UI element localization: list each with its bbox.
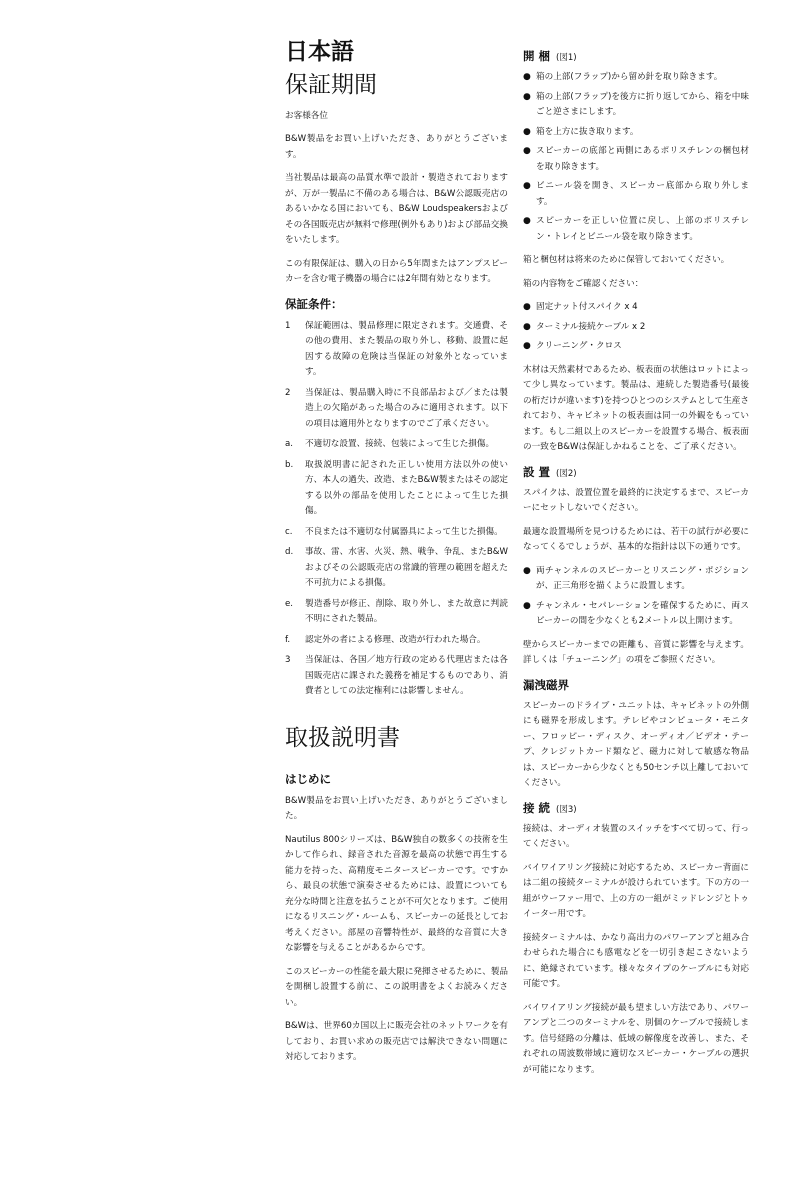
connect-heading bbox=[523, 800, 749, 816]
intro-paragraph-3: このスピーカーの性能を最大限に発揮させるために、製品を開梱し設置する前に、この説明書をよくお読みください。 bbox=[285, 966, 508, 1008]
intro-paragraph-4: B&Wは、世界60カ国以上に販売会社のネットワークを有しており、お買い求めの販売店では解決できない問題に対応しております。 bbox=[285, 1021, 508, 1063]
contents-list bbox=[523, 300, 749, 355]
list-item: ● 固定ナット付スパイク x 4 bbox=[523, 300, 749, 316]
list-item: ● 箱の上部(フラップ)を後方に折り返してから、箱を中味ごと逆さまにします。 bbox=[523, 90, 749, 121]
conditions-title: 保証条件： bbox=[285, 296, 343, 311]
contents-check: 箱の内容物をご確認ください： bbox=[523, 278, 644, 289]
condition-mark: 1 bbox=[285, 320, 291, 331]
list-item: ● スピーカーを正しい位置に戻し、上部のポリスチレン・トレイとビニール袋を取り除きます。 bbox=[523, 214, 749, 245]
warranty-title: 保証期間 bbox=[285, 72, 377, 99]
bullet-icon: ● bbox=[523, 91, 531, 102]
intro-title: はじめに bbox=[285, 771, 331, 786]
connect-paragraph-3: 接続ターミナルは、かなり高出力のパワーアンプと組み合わせられた場合にも感電などを一切引き起こさないように、絶縁されています。様々なタイプのケーブルにも対応可能です。 bbox=[523, 932, 749, 989]
intro-paragraph-2: Nautilus 800シリーズは、B&W独自の数多くの技術を生かして作られ、録音された音源を最高の状態で再生する能力を持った、高精度モニタースピーカーです。ですから、最良の状態で演奏させるためには、設置についても充分な時間と注意を払うことが不可欠となります。ご使用になるリスニング・ルームも、スピーカーの延長としてお考えください。部屋の音響特性が、最終的な音質に大きな影響を与えることがあるからです。 bbox=[285, 834, 508, 954]
magnetic-text: スピーカーのドライブ・ユニットは、キャビネットの外側にも磁界を形成します。テレビやコンピュータ・モニター、フロッピー・ディスク、オーディオ／ビデオ・テープ、クレジットカード類など、磁力に対して敏感な物品は、スピーカーから少なくとも50センチ以上離しておいてください。 bbox=[523, 700, 749, 788]
condition-mark: c. bbox=[285, 526, 293, 537]
placement-title: 設 置 bbox=[523, 464, 551, 479]
condition-mark: b. bbox=[285, 459, 294, 470]
bullet-icon: ● bbox=[523, 321, 531, 332]
connect-paragraph-2: バイワイアリング接続に対応するため、スピーカー背面には二組の接続ターミナルが設けられています。下の方の一組がウーファー用で、上の方の一組がミッドレンジとトゥイーター用です。 bbox=[523, 862, 749, 919]
list-item: ● スピーカーの底部と両側にあるポリスチレンの梱包材を取り除きます。 bbox=[523, 144, 749, 175]
placement-heading bbox=[523, 464, 749, 480]
bullet-icon: ● bbox=[523, 341, 531, 351]
bullet-icon: ● bbox=[523, 126, 531, 137]
condition-mark: e. bbox=[285, 598, 294, 609]
placement-paragraph-1: スパイクは、設置位置を最終的に決定するまで、スピーカーにセットしないでください。 bbox=[523, 487, 749, 513]
conditions-list bbox=[285, 319, 508, 700]
condition-text: 不適切な設置、接続、包装によって生じた損傷。 bbox=[305, 439, 495, 450]
list-item: ● クリーニング・クロス bbox=[523, 339, 749, 355]
warranty-paragraph-3: この有限保証は、購入の日から5年間またはアンプスピーカーを含む電子機器の場合には2年間有効となります。 bbox=[285, 258, 508, 285]
condition-mark: 2 bbox=[285, 387, 291, 398]
magnetic-title: 漏洩磁界 bbox=[523, 677, 569, 692]
condition-item bbox=[285, 597, 508, 628]
intro-paragraph-1: B&W製品をお買い上げいただき、ありがとうございました。 bbox=[285, 795, 508, 822]
warranty-paragraph-1: B&W製品をお買い上げいただき、ありがとうございます。 bbox=[285, 134, 508, 160]
salutation: お客様各位 bbox=[285, 110, 328, 121]
placement-points bbox=[523, 564, 749, 630]
unpacking-heading bbox=[523, 48, 749, 64]
list-item: ● ターミナル接続ケーブル x 2 bbox=[523, 320, 749, 336]
right-column bbox=[523, 40, 749, 1086]
bullet-icon: ● bbox=[523, 146, 531, 156]
placement-paragraph-3: 壁からスピーカーまでの距離も、音質に影響を与えます。詳しくは「チューニング」の項をご参照ください。 bbox=[523, 639, 749, 665]
bullet-icon: ● bbox=[523, 181, 531, 191]
list-item: ● チャンネル・セパレーションを確保するために、両スピーカーの間を少なくとも2メートル以上開けます。 bbox=[523, 599, 749, 630]
list-item: ● ビニール袋を開き、スピーカー底部から取り外します。 bbox=[523, 179, 749, 210]
connect-title: 接 続 bbox=[523, 800, 551, 815]
condition-item bbox=[285, 437, 508, 453]
left-column bbox=[285, 40, 508, 1074]
language-title: 日本語 bbox=[285, 39, 354, 65]
wood-note: 木材は天然素材であるため、板表面の状態はロットによって少し異なっています。製品は、連続した製造番号(最後の桁だけが違います)を持つひとつのシステムとして生産されており、キャビネットの板表面は同一の外観をもっています。もし二組以上のスピーカーを設置する場合、板表面の一致をB&Wは保証しかねることを、ご了承ください。 bbox=[523, 364, 749, 452]
bullet-icon: ● bbox=[523, 72, 531, 82]
condition-item bbox=[285, 386, 508, 433]
condition-text: 当保証は、各国／地方行政の定める代理店または各国販売店に課された義務を補足するものであり、消費者としての法定権利には影響しません。 bbox=[305, 655, 508, 697]
list-item: ● 箱の上部(フラップ)から留め針を取り除きます。 bbox=[523, 70, 749, 86]
condition-mark: f. bbox=[285, 634, 291, 645]
condition-mark: a. bbox=[285, 439, 293, 450]
warranty-paragraph-2: 当社製品は最高の品質水準で設計・製造されておりますが、万が一製品に不備のある場合は、B&W公認販売店のあるいかなる国においても、B&W Loudspeakersおよびその各国販売店が無料で修理(例外もあり)および部品交換をいたします。 bbox=[285, 173, 508, 246]
unpacking-figure-ref: (図1) bbox=[556, 53, 577, 63]
condition-item bbox=[285, 458, 508, 520]
condition-text: 取扱説明書に記された正しい使用方法以外の使い方、本人の過失、改造、またB&W製またはその認定する以外の部品を使用したことによって生じた損傷。 bbox=[305, 459, 508, 517]
unpacking-steps bbox=[523, 70, 749, 245]
unpacking-title: 開 梱 bbox=[523, 49, 551, 63]
placement-figure-ref: (図2) bbox=[556, 468, 577, 479]
condition-text: 事故、雷、水害、火災、熱、戦争、争乱、またB&Wおよびその公認販売店の常識的管理の範囲を超えた不可抗力による損傷。 bbox=[305, 547, 508, 589]
condition-item bbox=[285, 653, 508, 700]
bullet-icon: ● bbox=[523, 216, 531, 226]
condition-text: 認定外の者による修理、改造が行われた場合。 bbox=[305, 634, 486, 645]
bullet-icon: ● bbox=[523, 600, 531, 611]
connect-figure-ref: (図3) bbox=[556, 804, 577, 815]
condition-text: 当保証は、製品購入時に不良部品および／または製造上の欠陥があった場合のみに適用されます。以下の項目は適用外となりますのでご了承ください。 bbox=[305, 387, 508, 429]
list-item: ● 箱を上方に抜き取ります。 bbox=[523, 125, 749, 141]
list-item: ● 両チャンネルのスピーカーとリスニング・ポジションが、正三角形を描くように設置します。 bbox=[523, 564, 749, 595]
condition-text: 保証範囲は、製品修理に限定されます。交通費、その他の費用、また製品の取り外し、移動、設置に起因する故障の危険は当保証の対象外となっています。 bbox=[305, 320, 508, 378]
condition-item bbox=[285, 319, 508, 381]
condition-text: 製造番号が修正、削除、取り外し、また故意に判読不明にされた製品。 bbox=[305, 598, 508, 625]
condition-item bbox=[285, 525, 508, 541]
bullet-icon: ● bbox=[523, 565, 531, 576]
condition-mark: 3 bbox=[285, 655, 291, 666]
connect-paragraph-4: バイワイアリング接続が最も望ましい方法であり、パワーアンプと二つのターミナルを、別個のケーブルで接続します。信号経路の分離は、低域の解像度を改善し、また、それぞれの周波数帯域に適切なスピーカー・ケーブルの選択が可能になります。 bbox=[523, 1002, 749, 1075]
condition-mark: d. bbox=[285, 547, 294, 558]
placement-paragraph-2: 最適な設置場所を見つけるためには、若干の試行が必要になってくるでしょうが、基本的な指針は以下の通りです。 bbox=[523, 526, 749, 552]
condition-text: 不良または不適切な付属器具によって生じた損傷。 bbox=[305, 526, 503, 537]
manual-title: 取扱説明書 bbox=[285, 724, 400, 751]
condition-item bbox=[285, 545, 508, 592]
condition-item bbox=[285, 633, 508, 649]
keep-box-note: 箱と梱包材は将来のために保管しておいてください。 bbox=[523, 255, 730, 265]
bullet-icon: ● bbox=[523, 302, 531, 312]
connect-paragraph-1: 接続は、オーディオ装置のスイッチをすべて切って、行ってください。 bbox=[523, 823, 749, 849]
